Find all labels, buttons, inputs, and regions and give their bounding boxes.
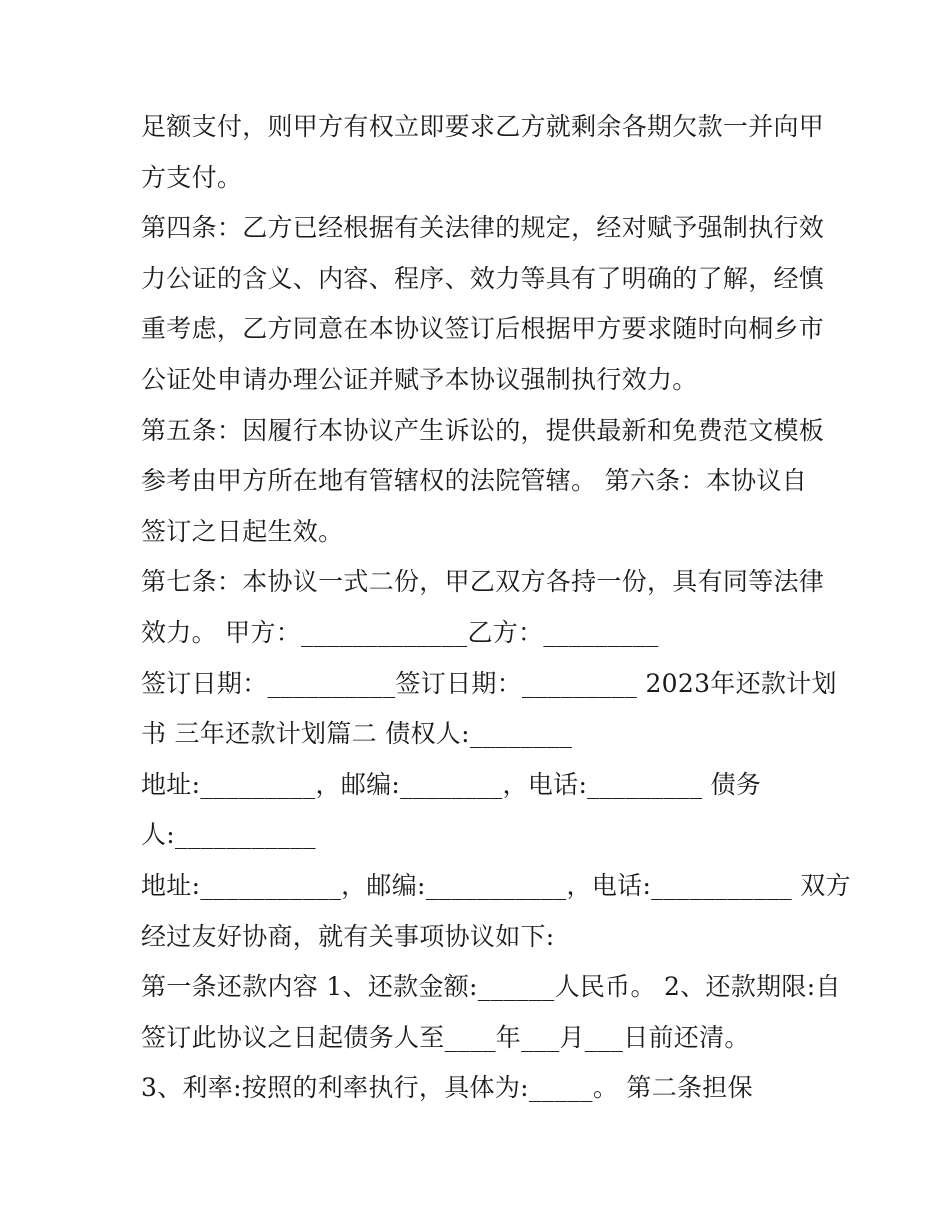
text-line: 签订此协议之日起债务人至____年___月___日前还清。 [141,1022,750,1052]
text-line: 书 三年还款计划篇二 债权人:________ [141,719,573,749]
text-line: 人:___________ [141,820,316,850]
text-line: 效力。 甲方：_____________乙方：_________ [141,617,659,647]
text-line: 签订日期：__________签订日期：_________ 2023年还款计划 [141,668,837,698]
text-line: 力公证的含义、内容、程序、效力等具有了明确的了解，经慎 [141,263,825,293]
text-line: 签订之日起生效。 [141,516,344,546]
text-line: 3、利率:按照的利率执行，具体为:_____。 第二条担保 [141,1073,753,1103]
text-line: 第七条：本协议一式二份，甲乙双方各持一份，具有同等法律 [141,567,825,597]
text-line: 地址:___________，邮编:___________，电话:___________ 双方 [141,870,851,900]
text-line: 第四条：乙方已经根据有关法律的规定，经对赋予强制执行效 [141,213,825,243]
text-line: 方支付。 [141,162,243,192]
text-line: 第一条还款内容 1、还款金额:______人民币。 2、还款期限:自 [141,972,841,1002]
text-line: 地址:_________，邮编:________，电话:_________ 债务 [141,769,762,799]
text-line: 经过友好协商，就有关事项协议如下: [141,921,555,951]
text-line: 重考虑，乙方同意在本协议签订后根据甲方要求随时向桐乡市 [141,314,825,344]
text-line: 足额支付，则甲方有权立即要求乙方就剩余各期欠款一并向甲 [141,112,825,141]
text-line: 公证处申请办理公证并赋予本协议强制执行效力。 [141,364,698,394]
text-line: 参考由甲方所在地有管辖权的法院管辖。 第六条：本协议自 [141,466,808,496]
text-line: 第五条：因履行本协议产生诉讼的，提供最新和免费范文模板 [141,415,825,445]
document-body [141,102,851,1114]
